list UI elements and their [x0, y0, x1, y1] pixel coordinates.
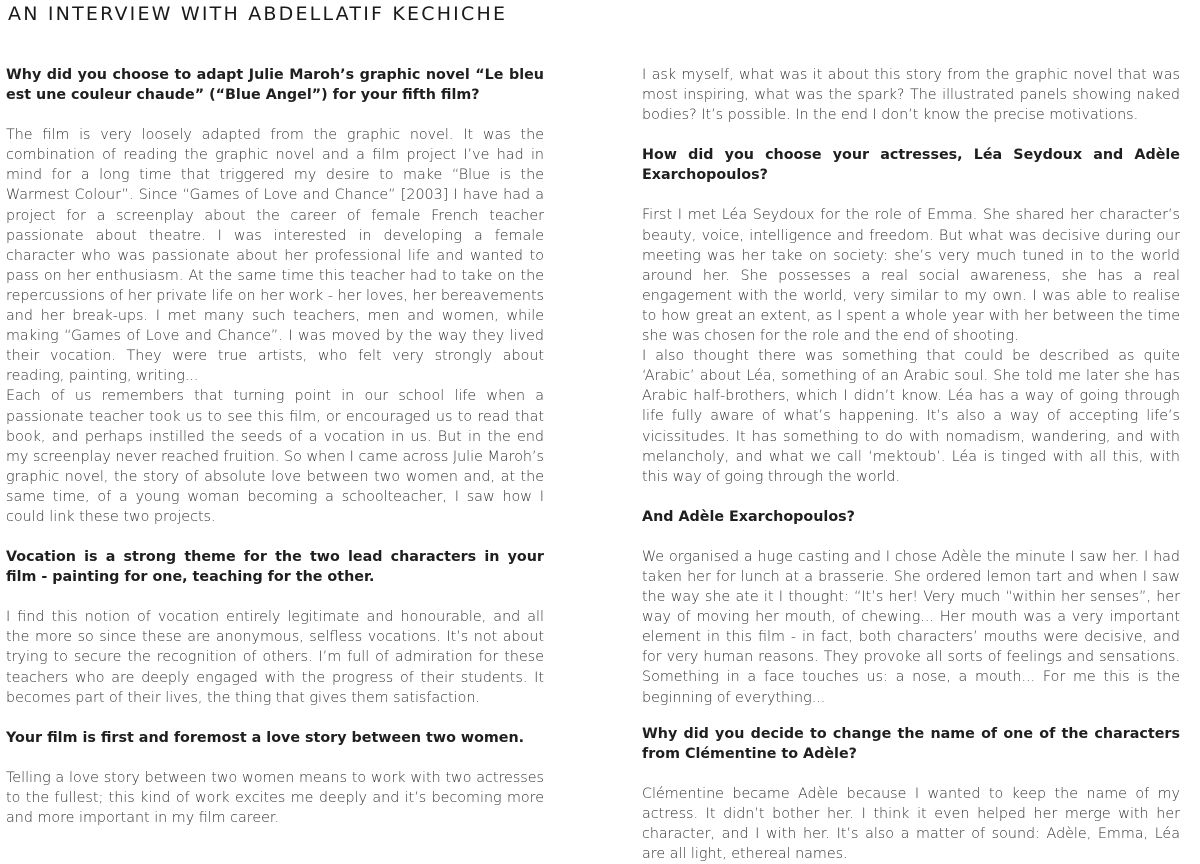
answer-love-story: Telling a love story between two women means to work with two actresses to the fullest; this kind of work excites me deeply and it’s becoming more and more important in my film career. — [6, 769, 544, 826]
answer-adaptation-cont: Each of us remembers that turning point in our school life when a passionate teacher took us to see this film, or encouraged us to read that book, and perhaps instilled the seeds of a vocation in us. But in the end my screenplay never reached fruition. So when I came across Julie Maroh’s graphic novel, the story of absolute love between two women and, at the same time, of a young woman becoming a schoolteacher, I saw how I could link these two projects. — [6, 388, 544, 525]
question-vocation: Vocation is a strong theme for the two lead characters in your film - painting for one, teaching for the other. — [6, 549, 544, 586]
question-actresses: How did you choose your actresses, Léa Seydoux and Adèle Exarchopoulos? — [642, 147, 1180, 184]
question-adaptation: Why did you choose to adapt Julie Maroh’s graphic novel “Le bleu est une couleur chaude” (“Blue Angel”) for your fifth film? — [6, 67, 544, 104]
question-love-story: Your film is first and foremost a love story between two women. — [6, 729, 525, 746]
answer-name-change: Clémentine became Adèle because I wanted to keep the name of my actress. It didn’t bother her. I think it even helped her merge with her character, and I with her. It’s also a matter of sound: Adèle, Emma, Léa are all light, ethereal names. — [642, 785, 1180, 863]
answer-love-story-cont: I ask myself, what was it about this story from the graphic novel that was most inspiring, what was the spark? The illustrated panels showing naked bodies? It’s possible. In the end I don’t know the precise motivations. — [642, 67, 1180, 124]
answer-adele: We organised a huge casting and I chose Adèle the minute I saw her. I had taken her for lunch at a brasserie. She ordered lemon tart and when I saw the way she ate it I thought: “It’s her! Very much “within her senses”, her way of moving her mouth, of chewing... Her mouth was a very important element in this film - in fact, both characters’ mouths were decisive, and for very human reasons. They provoke all sorts of feelings and sensations. Something in a face touches us: a nose, a mouth... For me this is the beginning of everything... — [642, 548, 1180, 706]
question-adele: And Adèle Exarchopoulos? — [642, 508, 855, 525]
answer-vocation: I find this notion of vocation entirely legitimate and honourable, and all the more so since these are anonymous, selfless vocations. It’s not about trying to secure the recognition of others. I’m full of admiration for these teachers who are deeply engaged with the progress of their students. It becomes part of their lives, the thing that gives them satisfaction. — [6, 609, 544, 706]
answer-actresses-cont: I also thought there was something that could be described as quite ‘Arabic’ about Léa, something of an Arabic soul. She told me later she has Arabic half-brothers, which I didn’t know. Léa has a way of going through life fully aware of what’s happening. It’s also a way of accepting life’s vicissitudes. It has something to do with nomadism, wandering, and with melancholy, and what we call ‘mektoub’. Léa is tinged with all this, with this way of going through the world. — [642, 348, 1180, 485]
question-name-change: Why did you decide to change the name of one of the characters from Clémentine to Adèle? — [642, 725, 1180, 762]
page-title: AN INTERVIEW WITH ABDELLATIF KECHICHE — [8, 3, 508, 25]
right-column — [642, 65, 1180, 864]
answer-actresses: First I met Léa Seydoux for the role of Emma. She shared her character’s beauty, voice, intelligence and freedom. But what was decisive during our meeting was her take on society: she’s very much tuned in to the world around her. She possesses a real social awareness, she has a real engagement with the world, very similar to my own. I was able to realise to how great an extent, as I spent a whole year with her between the time she was chosen for the role and the end of shooting. — [642, 207, 1180, 345]
left-column — [6, 65, 544, 828]
answer-adaptation: The film is very loosely adapted from the graphic novel. It was the combination of reading the graphic novel and a film project I’ve had in mind for a long time that triggered my desire to make “Blue is the Warmest Colour”. Since “Games of Love and Chance” [2003] I have had a project for a screenplay about the career of female French teacher passionate about theatre. I was interested in developing a female character who was passionate about her professional life and wanted to pass on her enthusiasm. At the same time this teacher had to take on the repercussions of her private life on her work - her loves, her bereavements and her break-ups. I met many such teachers, men and women, while making “Games of Love and Chance”. I was moved by the way they lived their vocation. They were true artists, who felt very strongly about reading, painting, writing... — [6, 127, 544, 385]
